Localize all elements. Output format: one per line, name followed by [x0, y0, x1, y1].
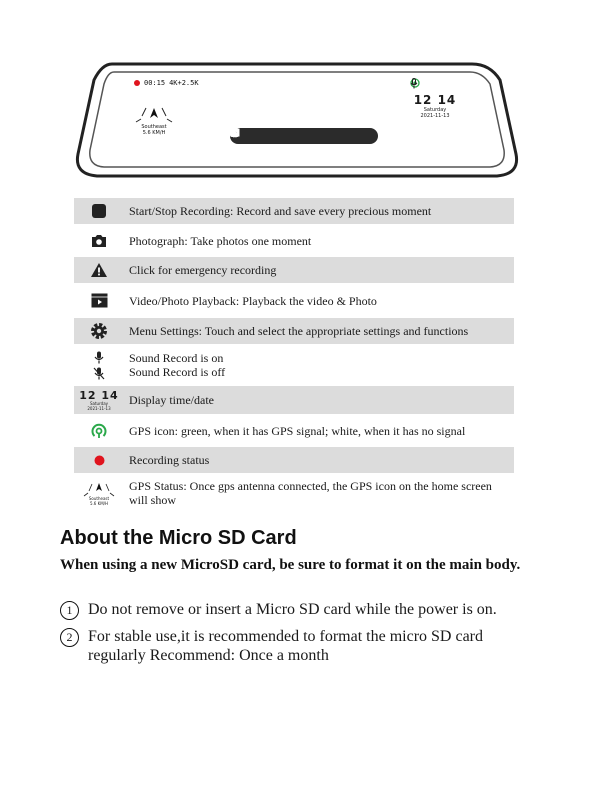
screen-day: Saturday — [423, 107, 447, 113]
microphone-icon — [94, 351, 104, 364]
list-item — [60, 600, 550, 620]
camera-icon — [91, 234, 107, 248]
legend-row-sound — [74, 344, 514, 386]
settings-button[interactable] — [333, 130, 345, 142]
legend-text: Display time/date — [129, 393, 214, 407]
screen-date: 2021-11-13 — [420, 113, 450, 119]
record-button[interactable] — [240, 130, 252, 142]
screen-time: 12 14 — [413, 93, 457, 107]
recording-dot-icon — [94, 455, 105, 466]
legend-row-gps — [74, 414, 514, 447]
legend-row-settings — [74, 318, 514, 344]
sound-on-text: Sound Record is on — [129, 351, 224, 365]
datetime-icon — [74, 390, 124, 411]
photo-button[interactable] — [263, 130, 275, 142]
section-intro: When using a new MicroSD card, be sure to format it on the main body. — [60, 557, 521, 573]
gps-icon — [91, 423, 107, 439]
legend-text: Start/Stop Recording: Record and save every precious moment — [129, 204, 432, 218]
recording-dot-icon — [134, 80, 140, 86]
icon-legend — [74, 198, 514, 513]
mic-button[interactable] — [356, 130, 368, 142]
item-number: 2 — [60, 628, 79, 647]
legend-text: Video/Photo Playback: Playback the video & Photo — [129, 293, 377, 308]
legend-text: Click for emergency recording — [129, 263, 277, 277]
legend-text: Recording status — [129, 453, 210, 467]
sound-off-text: Sound Record is off — [129, 365, 226, 379]
section-title: About the Micro SD Card — [60, 527, 297, 549]
item-number: 1 — [60, 601, 79, 620]
item-text: For stable use,it is recommended to format the micro SD card regularly Recommend: Once a month — [88, 628, 484, 664]
speed-readout: 5.6 KM/H — [142, 130, 166, 136]
playback-icon — [91, 293, 108, 308]
legend-date: 2021-11-13 — [87, 405, 111, 411]
warning-icon — [90, 262, 108, 278]
legend-row-gps-status — [74, 473, 514, 513]
screen-toolbar — [230, 128, 378, 144]
microphone-icon — [410, 78, 418, 89]
screen-status-area — [410, 78, 460, 119]
legend-day: Saturday — [89, 400, 109, 406]
legend-text: GPS Status: Once gps antenna connected, the GPS icon on the home screen will show — [129, 479, 492, 507]
legend-text: GPS icon: green, when it has GPS signal; white, when it has no signal — [129, 423, 466, 438]
legend-speed: 5.6 KM/H — [89, 501, 109, 506]
playback-button[interactable] — [310, 130, 322, 142]
microphone-off-icon — [93, 367, 105, 380]
legend-time: 12 14 — [79, 388, 119, 402]
compass-direction: Southeast — [141, 124, 167, 130]
compass-icon — [132, 102, 176, 126]
dashcam-mirror-illustration — [72, 62, 522, 178]
legend-text: Menu Settings: Touch and select the appropriate settings and functions — [129, 324, 469, 338]
screen-recording-indicator — [134, 79, 199, 87]
legend-compass-direction: Southeast — [88, 496, 110, 501]
legend-text: Photograph: Take photos one moment — [129, 233, 312, 248]
compass-icon — [74, 473, 124, 513]
gear-icon — [90, 322, 108, 340]
legend-row-emergency — [74, 257, 514, 283]
resolution-label: 4K+2.5K — [169, 79, 199, 87]
legend-row-recording-status — [74, 447, 514, 473]
legend-row-playback — [74, 283, 514, 318]
record-square-icon — [92, 204, 106, 218]
legend-row-photo — [74, 224, 514, 257]
emergency-button[interactable] — [286, 130, 298, 142]
legend-row-datetime — [74, 386, 514, 414]
legend-row-record — [74, 198, 514, 224]
record-timer: 00:15 — [144, 79, 166, 87]
screen-compass — [132, 102, 176, 142]
list-item — [60, 627, 550, 665]
item-text: Do not remove or insert a Micro SD card while the power is on. — [88, 601, 497, 618]
